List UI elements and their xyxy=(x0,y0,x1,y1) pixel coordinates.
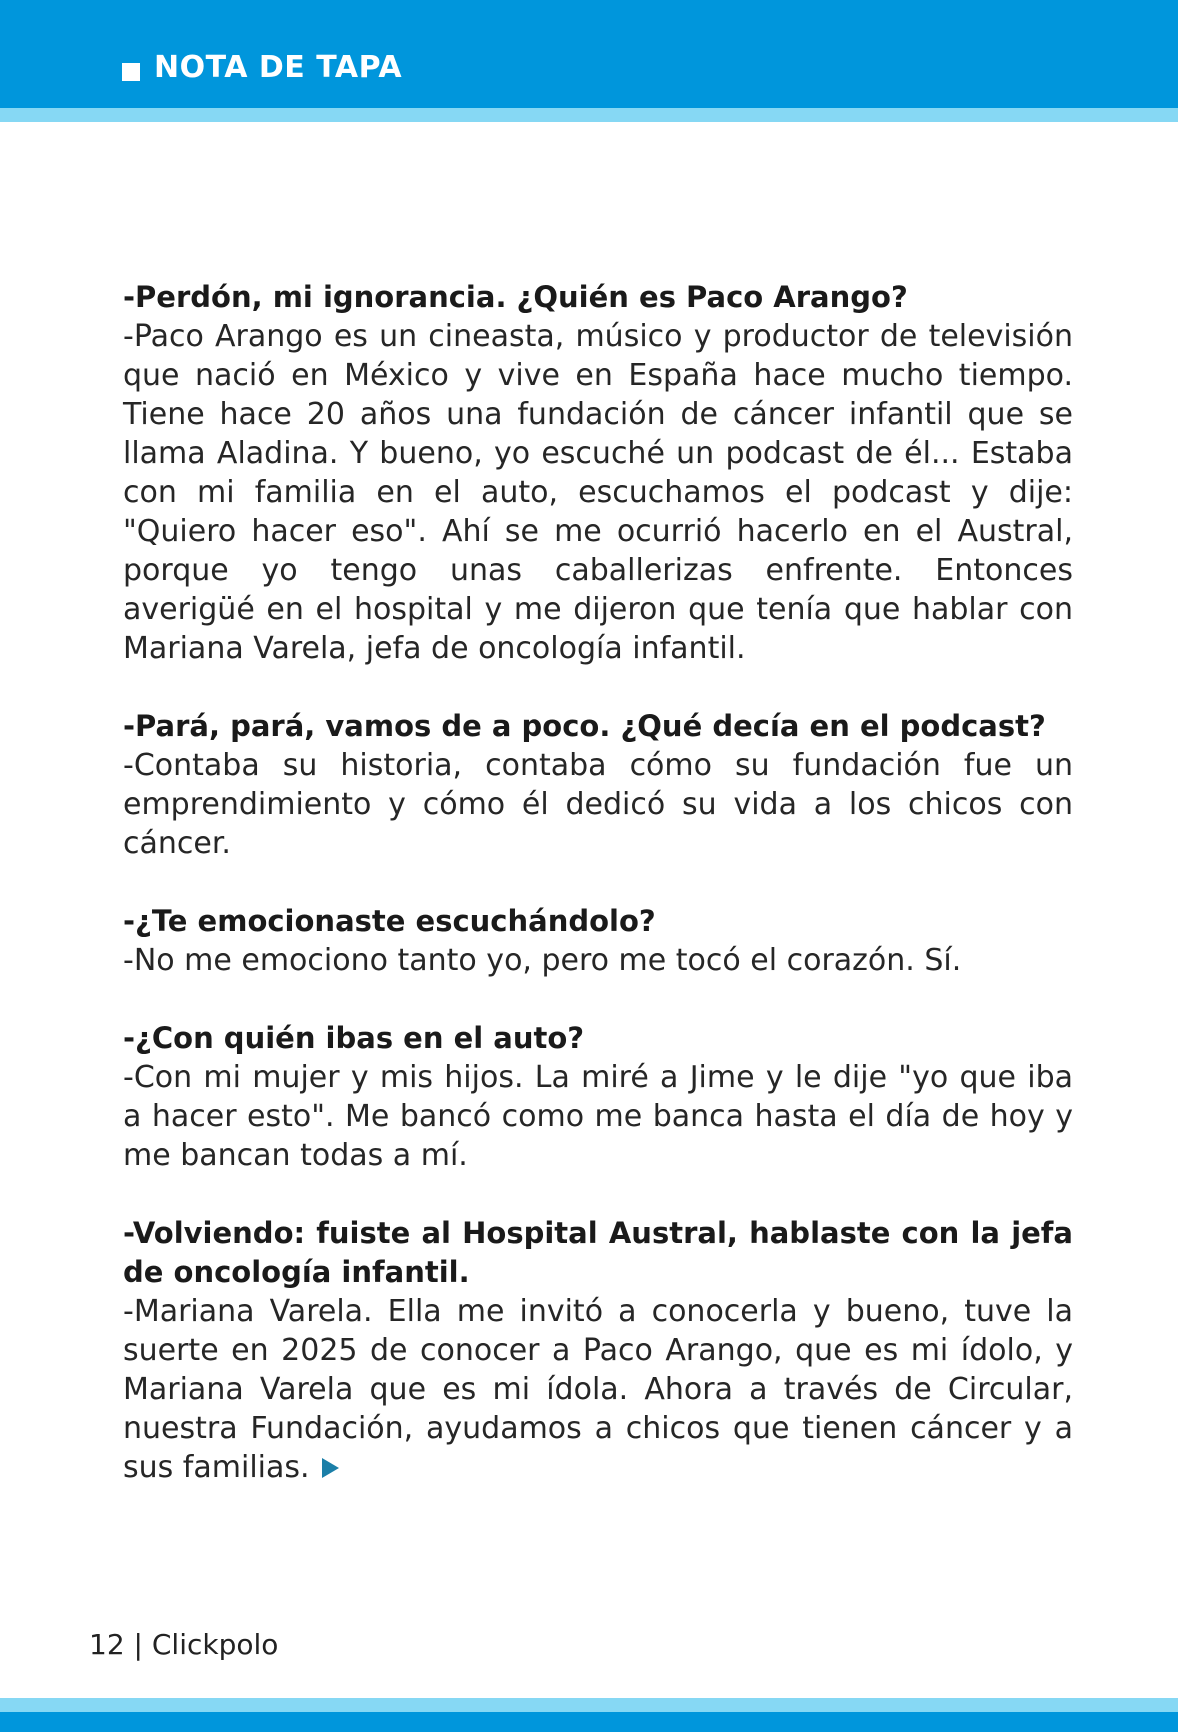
qa-block xyxy=(123,1019,1073,1175)
question: -Pará, pará, vamos de a poco. ¿Qué decía en el podcast? xyxy=(123,709,1046,743)
answer: -Con mi mujer y mis hijos. La miré a Jime y le dije "yo que iba a hacer esto". Me bancó como me banca hasta el día de hoy y me bancan todas a mí. xyxy=(123,1060,1073,1173)
triangle-right-icon xyxy=(322,1458,339,1478)
question: -¿Te emocionaste escuchándolo? xyxy=(123,904,656,938)
answer-text: -Mariana Varela. Ella me invitó a conocerla y bueno, tuve la suerte en 2025 de conocer a Paco Arango, que es mi ídolo, y Mariana Varela que es mi ídola. Ahora a través de Circular, nuestra Fundación, ayudamos a chicos que tienen cáncer y a sus familias. xyxy=(123,1294,1073,1485)
question: -Volviendo: fuiste al Hospital Austral, hablaste con la jefa de oncología infantil. xyxy=(123,1216,1073,1289)
footer-bar xyxy=(0,1712,1178,1732)
answer-final xyxy=(123,1292,1073,1487)
qa-block xyxy=(123,902,1073,980)
page-footer: 12 | Clickpolo xyxy=(89,1628,279,1661)
qa-block xyxy=(123,707,1073,863)
answer: -Paco Arango es un cineasta, músico y productor de televisión que nació en México y vive en España hace mucho tiempo. Tiene hace 20 años una fundación de cáncer infantil que se llama Aladina. Y bueno, yo escuché un podcast de él... Estaba con mi familia en el auto, escuchamos el podcast y dije: "Quiero hacer eso". Ahí se me ocurrió hacerlo en el Austral, porque yo tengo unas caballerizas enfrente. Entonces averigüé en el hospital y me dijeron que tenía que hablar con Mariana Varela, jefa de oncología infantil. xyxy=(123,319,1073,666)
square-icon xyxy=(122,63,140,81)
qa-block xyxy=(123,1214,1073,1487)
section-label: NOTA DE TAPA xyxy=(154,50,403,85)
answer: -No me emociono tanto yo, pero me tocó el corazón. Sí. xyxy=(123,943,962,978)
question: -Perdón, mi ignorancia. ¿Quién es Paco Arango? xyxy=(123,280,908,314)
footer-stripe xyxy=(0,1698,1178,1712)
question: -¿Con quién ibas en el auto? xyxy=(123,1021,585,1055)
answer: -Contaba su historia, contaba cómo su fundación fue un emprendimiento y cómo él dedicó su vida a los chicos con cáncer. xyxy=(123,748,1073,861)
qa-block xyxy=(123,278,1073,668)
article-body xyxy=(123,278,1073,1526)
header-stripe xyxy=(0,108,1178,122)
